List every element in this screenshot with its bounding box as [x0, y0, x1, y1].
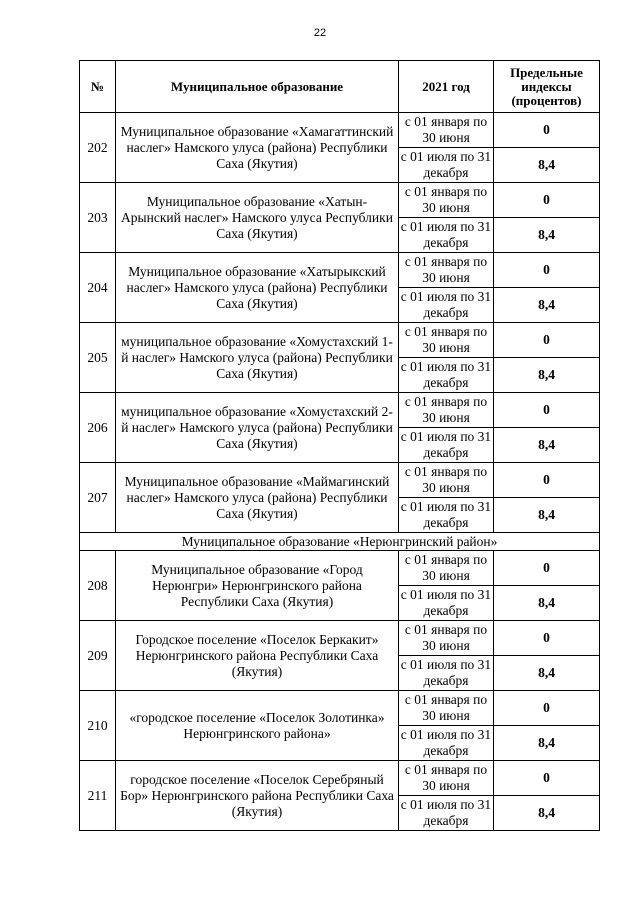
- table-header-row: [80, 61, 600, 113]
- index-first-half: 0: [494, 691, 600, 726]
- index-first-half: 0: [494, 393, 600, 428]
- municipality-name: «городское поселение «Поселок Золотинка» Нерюнгринского района»: [116, 691, 399, 761]
- period-first-half: с 01 января по 30 июня: [399, 253, 494, 288]
- municipality-name: Муниципальное образование «Хатырыкский наслег» Намского улуса (района) Республики Саха (Якутия): [116, 253, 399, 323]
- row-number: 205: [80, 323, 116, 393]
- period-second-half: с 01 июля по 31 декабря: [399, 726, 494, 761]
- period-second-half: с 01 июля по 31 декабря: [399, 288, 494, 323]
- period-second-half: с 01 июля по 31 декабря: [399, 218, 494, 253]
- table-row: [80, 183, 600, 218]
- page-number: 22: [313, 27, 327, 39]
- municipality-name: Городское поселение «Поселок Беркакит» Нерюнгринского района Республики Саха (Якутия): [116, 621, 399, 691]
- municipality-name: Муниципальное образование «Хатын-Арынский наслег» Намского улуса Республики Саха (Якутия): [116, 183, 399, 253]
- table-body-namsky: [80, 113, 600, 533]
- period-first-half: с 01 января по 30 июня: [399, 551, 494, 586]
- index-second-half: 8,4: [494, 358, 600, 393]
- index-second-half: 8,4: [494, 498, 600, 533]
- municipality-name: Муниципальное образование «Маймагинский наслег» Намского улуса (района) Республики Саха (Якутия): [116, 463, 399, 533]
- row-number: 206: [80, 393, 116, 463]
- table-row: [80, 463, 600, 498]
- period-second-half: с 01 июля по 31 декабря: [399, 498, 494, 533]
- index-first-half: 0: [494, 761, 600, 796]
- table-row: [80, 393, 600, 428]
- period-second-half: с 01 июля по 31 декабря: [399, 586, 494, 621]
- section-title: Муниципальное образование «Нерюнгринский район»: [80, 533, 600, 551]
- row-number: 208: [80, 551, 116, 621]
- municipality-name: Муниципальное образование «Хамагаттинский наслег» Намского улуса (района) Республики Саха (Якутия): [116, 113, 399, 183]
- table-row: [80, 691, 600, 726]
- municipality-name: муниципальное образование «Хомустахский 2-й наслег» Намского улуса (района) Республики Саха (Якутия): [116, 393, 399, 463]
- period-first-half: с 01 января по 30 июня: [399, 183, 494, 218]
- table-row: [80, 113, 600, 148]
- row-number: 210: [80, 691, 116, 761]
- table-row: [80, 761, 600, 796]
- index-second-half: 8,4: [494, 586, 600, 621]
- header-num: №: [80, 61, 116, 113]
- period-second-half: с 01 июля по 31 декабря: [399, 428, 494, 463]
- period-first-half: с 01 января по 30 июня: [399, 323, 494, 358]
- row-number: 207: [80, 463, 116, 533]
- index-first-half: 0: [494, 183, 600, 218]
- period-first-half: с 01 января по 30 июня: [399, 113, 494, 148]
- row-number: 204: [80, 253, 116, 323]
- table-body-neryungri: [80, 551, 600, 831]
- period-first-half: с 01 января по 30 июня: [399, 691, 494, 726]
- index-first-half: 0: [494, 253, 600, 288]
- index-second-half: 8,4: [494, 726, 600, 761]
- index-first-half: 0: [494, 551, 600, 586]
- municipality-name: муниципальное образование «Хомустахский 1-й наслег» Намского улуса (района) Республики Саха (Якутия): [116, 323, 399, 393]
- period-first-half: с 01 января по 30 июня: [399, 393, 494, 428]
- index-first-half: 0: [494, 113, 600, 148]
- table-row: [80, 621, 600, 656]
- index-first-half: 0: [494, 463, 600, 498]
- period-second-half: с 01 июля по 31 декабря: [399, 358, 494, 393]
- municipality-name: городское поселение «Поселок Серебряный Бор» Нерюнгринского района Республики Саха (Якутия): [116, 761, 399, 831]
- table-row: [80, 253, 600, 288]
- municipality-name: Муниципальное образование «Город Нерюнгри» Нерюнгринского района Республики Саха (Якутия): [116, 551, 399, 621]
- table-row: [80, 323, 600, 358]
- header-year: 2021 год: [399, 61, 494, 113]
- row-number: 211: [80, 761, 116, 831]
- row-number: 203: [80, 183, 116, 253]
- table-row: [80, 551, 600, 586]
- index-second-half: 8,4: [494, 148, 600, 183]
- header-name: Муниципальное образование: [116, 61, 399, 113]
- period-second-half: с 01 июля по 31 декабря: [399, 148, 494, 183]
- index-second-half: 8,4: [494, 288, 600, 323]
- period-second-half: с 01 июля по 31 декабря: [399, 796, 494, 831]
- index-second-half: 8,4: [494, 428, 600, 463]
- section-row: [80, 533, 600, 551]
- index-second-half: 8,4: [494, 796, 600, 831]
- index-first-half: 0: [494, 621, 600, 656]
- period-first-half: с 01 января по 30 июня: [399, 761, 494, 796]
- header-index: Предельные индексы (процентов): [494, 61, 600, 113]
- index-second-half: 8,4: [494, 656, 600, 691]
- period-second-half: с 01 июля по 31 декабря: [399, 656, 494, 691]
- index-first-half: 0: [494, 323, 600, 358]
- row-number: 202: [80, 113, 116, 183]
- period-first-half: с 01 января по 30 июня: [399, 463, 494, 498]
- index-second-half: 8,4: [494, 218, 600, 253]
- period-first-half: с 01 января по 30 июня: [399, 621, 494, 656]
- indices-table: [79, 60, 600, 831]
- row-number: 209: [80, 621, 116, 691]
